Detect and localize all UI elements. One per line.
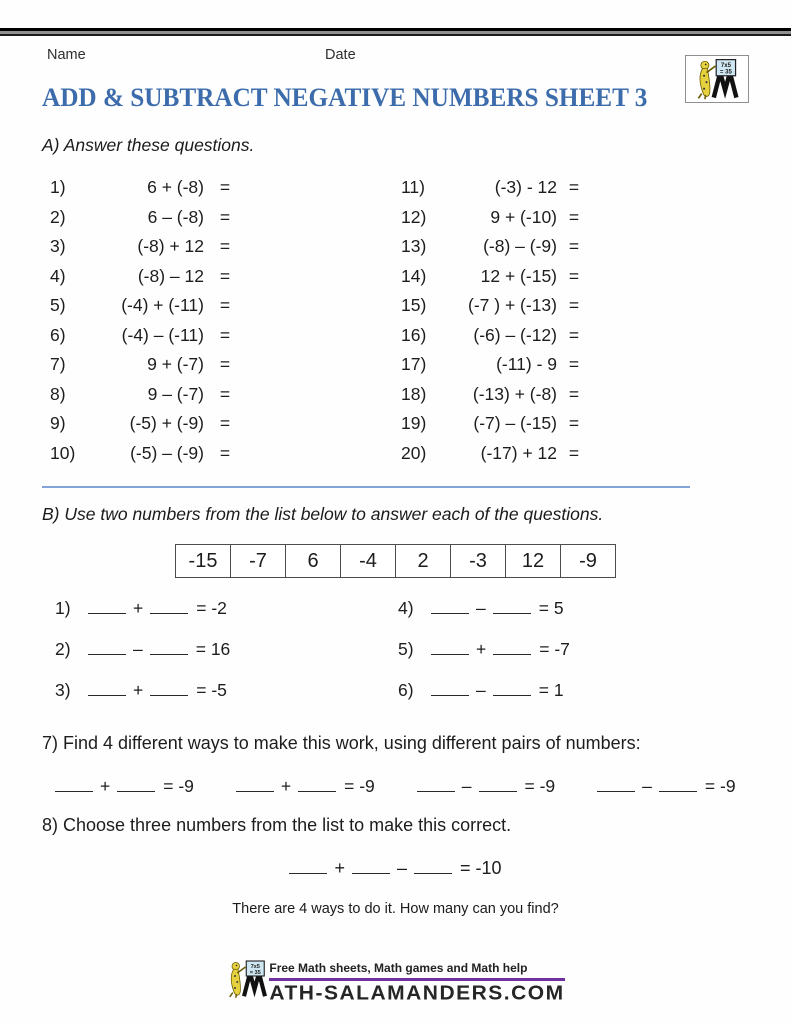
equals-sign: =	[568, 383, 580, 404]
equals-sign: =	[219, 177, 231, 198]
answer-blank	[431, 642, 469, 655]
question-number: 16)	[401, 324, 427, 345]
question-number: 6)	[398, 680, 414, 700]
number-cell: -15	[188, 549, 218, 572]
fill-in-question	[55, 680, 230, 702]
operator: +	[133, 598, 144, 618]
question-expression: (-11) - 9	[496, 354, 557, 375]
question-expression: (-7) – (-15)	[473, 413, 557, 434]
equals-sign: =	[568, 295, 580, 316]
result-value: = -10	[460, 858, 502, 878]
blank-pair-group	[417, 776, 555, 797]
question-number: 1)	[55, 598, 71, 618]
question-number: 18)	[401, 383, 427, 404]
svg-text:7x5: 7x5	[720, 62, 731, 69]
equals-sign: =	[568, 236, 580, 257]
operator: +	[133, 680, 144, 700]
question-row	[401, 173, 591, 203]
answer-blank	[236, 779, 274, 792]
question-row	[50, 439, 246, 469]
equals-sign: =	[219, 206, 231, 227]
result-value: = -2	[196, 598, 227, 618]
answer-blank	[150, 642, 188, 655]
question-7-text: 7) Find 4 different ways to make this work, using different pairs of numbers:	[42, 733, 641, 753]
fill-in-question	[398, 598, 570, 620]
blank-pair-group	[236, 776, 375, 797]
question-expression: (-5) – (-9)	[130, 442, 204, 463]
equals-sign: =	[568, 442, 580, 463]
question-number: 12)	[401, 206, 427, 227]
answer-blank	[493, 642, 531, 655]
operator: –	[133, 639, 143, 659]
answer-blank	[417, 779, 455, 792]
result-value: = 5	[538, 598, 564, 618]
equals-sign: =	[568, 177, 580, 198]
question-number: 2)	[50, 206, 66, 227]
question-number: 8)	[50, 383, 66, 404]
equals-sign: =	[568, 354, 580, 375]
svg-text:7x5: 7x5	[250, 963, 261, 970]
math-salamanders-logo	[685, 55, 749, 103]
fill-in-question	[398, 639, 570, 661]
section-divider-line	[42, 486, 690, 488]
answer-blank	[597, 779, 635, 792]
equals-sign: =	[219, 236, 231, 257]
question-expression: (-8) – (-9)	[483, 236, 557, 257]
answer-blank	[55, 779, 93, 792]
section-a-left-column	[50, 173, 246, 468]
result-value: = 16	[195, 639, 231, 659]
question-number: 20)	[401, 442, 427, 463]
operator: –	[476, 680, 486, 700]
question-expression: 9 + (-10)	[490, 206, 557, 227]
number-cell: -7	[230, 545, 285, 577]
answer-blank	[414, 861, 452, 874]
question-expression: (-6) – (-12)	[473, 324, 557, 345]
answer-blank	[88, 601, 126, 614]
question-row	[50, 321, 246, 351]
question-row	[401, 380, 591, 410]
name-label: Name	[47, 47, 86, 63]
question-row	[401, 409, 591, 439]
top-border-bar	[0, 28, 791, 36]
answer-blank	[298, 779, 336, 792]
question-number: 5)	[398, 639, 414, 659]
question-number: 17)	[401, 354, 427, 375]
result-value: = -5	[196, 680, 227, 700]
question-expression: 6 + (-8)	[147, 177, 204, 198]
fill-in-question	[398, 680, 570, 702]
fill-in-question	[55, 598, 230, 620]
operator: +	[334, 858, 345, 878]
question-number: 5)	[50, 295, 66, 316]
question-number: 3)	[55, 680, 71, 700]
question-number: 4)	[50, 265, 66, 286]
result-value: = 1	[538, 680, 564, 700]
footer-brand	[0, 953, 791, 1006]
question-row	[401, 262, 591, 292]
fill-in-question	[55, 639, 230, 661]
answer-blank	[479, 779, 517, 792]
footer-underline	[269, 978, 564, 981]
question-row	[401, 291, 591, 321]
number-cell: 12	[505, 545, 560, 577]
question-row	[50, 203, 246, 233]
number-cell: 2	[395, 545, 450, 577]
section-b-left-column	[55, 598, 230, 721]
answer-blank	[150, 683, 188, 696]
question-8-equation	[0, 858, 791, 879]
result-value: = -9	[344, 776, 375, 796]
question-row	[401, 439, 591, 469]
number-cell: -3	[450, 545, 505, 577]
question-row	[401, 321, 591, 351]
equals-sign: =	[568, 324, 580, 345]
question-row	[50, 409, 246, 439]
operator: –	[461, 776, 472, 796]
question-number: 7)	[50, 354, 66, 375]
section-b-right-column	[398, 598, 570, 721]
question-expression: (-13) + (-8)	[472, 383, 557, 404]
question-number: 15)	[401, 295, 427, 316]
question-number: 10)	[50, 442, 76, 463]
answer-blank	[88, 642, 126, 655]
number-cell: 6	[285, 545, 340, 577]
question-expression: (-17) + 12	[480, 442, 557, 463]
footer-tagline: Free Math sheets, Math games and Math help	[269, 961, 528, 975]
svg-text:= 35: = 35	[719, 69, 732, 76]
question-number: 13)	[401, 236, 427, 257]
question-row	[50, 380, 246, 410]
equals-sign: =	[219, 354, 231, 375]
operator: –	[396, 858, 407, 878]
blank-pair-group	[597, 776, 735, 797]
section-a-heading: A) Answer these questions.	[42, 135, 255, 155]
result-value: = -7	[539, 639, 570, 659]
blank-pair-group	[55, 776, 194, 797]
salamander-easel-icon	[226, 953, 268, 1005]
page-title: ADD & SUBTRACT NEGATIVE NUMBERS SHEET 3	[42, 83, 648, 112]
question-row	[50, 262, 246, 292]
equals-sign: =	[219, 265, 231, 286]
operator: –	[476, 598, 486, 618]
question-row	[50, 291, 246, 321]
svg-text:= 35: = 35	[250, 969, 262, 976]
equals-sign: =	[219, 442, 231, 463]
question-8-text: 8) Choose three numbers from the list to make this correct.	[42, 815, 512, 835]
question-number: 2)	[55, 639, 71, 659]
equals-sign: =	[568, 413, 580, 434]
question-row	[50, 173, 246, 203]
operator: +	[476, 639, 487, 659]
question-number: 19)	[401, 413, 427, 434]
equals-sign: =	[219, 324, 231, 345]
question-expression: (-3) - 12	[494, 177, 557, 198]
operator: +	[280, 776, 292, 796]
answer-blank	[150, 601, 188, 614]
question-expression: 12 + (-15)	[480, 265, 557, 286]
equals-sign: =	[219, 295, 231, 316]
salamander-easel-icon	[689, 58, 745, 100]
equals-sign: =	[219, 383, 231, 404]
question-number: 11)	[401, 177, 425, 198]
answer-blank	[431, 601, 469, 614]
answer-blank	[431, 683, 469, 696]
question-number: 3)	[50, 236, 66, 257]
question-expression: (-4) – (-11)	[121, 324, 204, 345]
result-value: = -9	[524, 776, 556, 796]
answer-blank	[659, 779, 697, 792]
answer-blank	[493, 601, 531, 614]
question-number: 4)	[398, 598, 414, 618]
operator: –	[642, 776, 652, 796]
question-expression: (-4) + (-11)	[121, 295, 204, 316]
question-expression: (-5) + (-9)	[129, 413, 204, 434]
question-8-hint: There are 4 ways to do it. How many can you find?	[232, 901, 559, 917]
date-label: Date	[325, 47, 356, 63]
question-number: 9)	[50, 413, 66, 434]
question-expression: 6 – (-8)	[147, 206, 204, 227]
operator: +	[100, 776, 111, 796]
equals-sign: =	[568, 206, 580, 227]
answer-blank	[289, 861, 327, 874]
answer-blank	[117, 779, 155, 792]
question-number: 6)	[50, 324, 66, 345]
question-expression: (-7 ) + (-13)	[468, 295, 557, 316]
answer-blank	[493, 683, 531, 696]
number-cell: -9	[560, 545, 615, 577]
question-number: 14)	[401, 265, 427, 286]
number-list-table	[175, 544, 616, 578]
question-row	[401, 203, 591, 233]
question-row	[401, 232, 591, 262]
question-row	[50, 232, 246, 262]
footer-site-name: ATH-SALAMANDERS.COM	[269, 982, 565, 1005]
question-number: 1)	[50, 177, 66, 198]
section-b-heading: B) Use two numbers from the list below to answer each of the questions.	[42, 504, 604, 524]
number-cell: -4	[340, 545, 395, 577]
footer-text-block	[269, 953, 564, 1006]
result-value: = -9	[704, 776, 736, 796]
section-a-right-column	[401, 173, 591, 468]
question-row	[50, 350, 246, 380]
equals-sign: =	[219, 413, 231, 434]
answer-blank	[352, 861, 390, 874]
question-expression: 9 + (-7)	[147, 354, 204, 375]
question-row	[401, 350, 591, 380]
question-expression: (-8) – 12	[137, 265, 204, 286]
question-expression: 9 – (-7)	[147, 383, 204, 404]
result-value: = -9	[163, 776, 194, 796]
question-expression: (-8) + 12	[137, 236, 204, 257]
answer-blank	[88, 683, 126, 696]
equals-sign: =	[568, 265, 580, 286]
question-7-blanks-row	[55, 776, 736, 797]
